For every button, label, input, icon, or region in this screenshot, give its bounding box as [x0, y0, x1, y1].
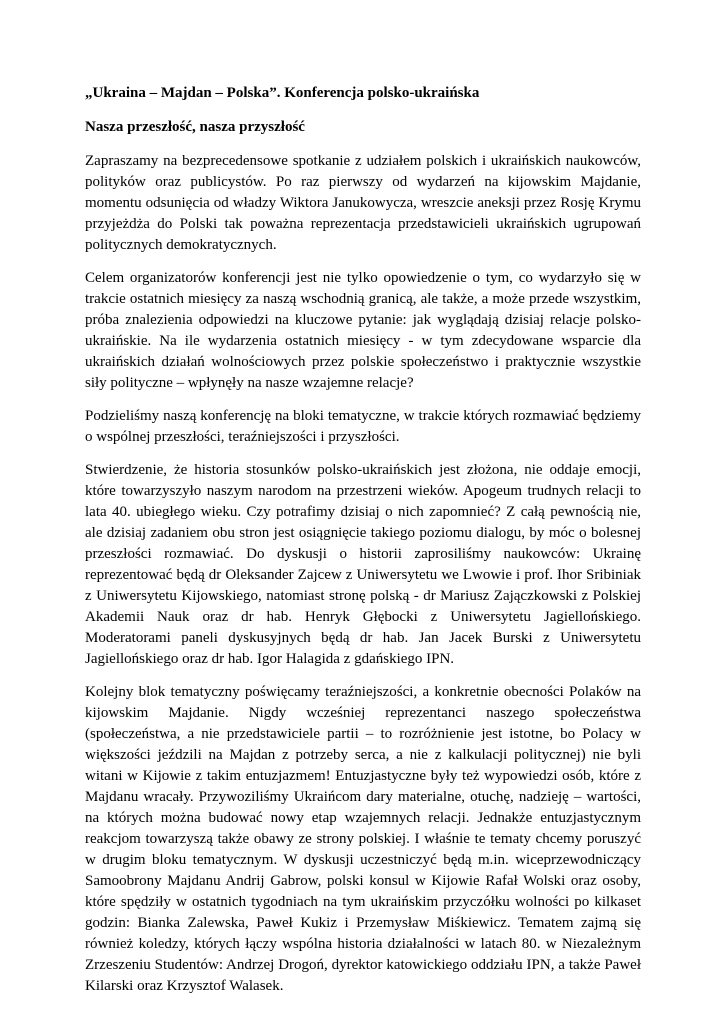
- paragraph-intro: Zapraszamy na bezprecedensowe spotkanie z udziałem polskich i ukraińskich naukowców, polityków oraz publicystów. Po raz pierwszy od wydarzeń na kijowskim Majdanie, momentu odsunięcia od władzy Wiktora Janukowycza, wreszcie aneksji przez Rosję Krymu przyjeżdża do Polski tak poważna reprezentacja przedstawicieli ukraińskich ugrupowań politycznych demokratycznych.: [85, 153, 641, 253]
- paragraph-goals: Celem organizatorów konferencji jest nie tylko opowiedzenie o tym, co wydarzyło się w trakcie ostatnich miesięcy za naszą wschodnią granicą, ale także, a może przede wszystkim, próba znalezienia odpowiedzi na kluczowe pytanie: jak wyglądają dzisiaj relacje polsko-ukraińskie. Na ile wydarzenia ostatnich miesięcy - w tym zdecydowane wsparcie dla ukraińskich działań wolnościowych przez polskie społeczeństwo i praktycznie wszystkie siły polityczne – wpłynęły na nasze wzajemne relacje?: [85, 270, 641, 391]
- document-title: „Ukraina – Majdan – Polska”. Konferencja polsko-ukraińska: [85, 85, 480, 101]
- paragraph-present: Kolejny blok tematyczny poświęcamy teraźniejszości, a konkretnie obecności Polaków na kijowskim Majdanie. Nigdy wcześniej reprezentanci naszego społeczeństwa (społeczeństwa, a nie przedstawiciele partii – to rozróżnienie jest istotne, bo Polacy w większości jeździli na Majdan z potrzeby serca, a nie z kalkulacji politycznej) nie byli witani w Kijowie z takim entuzjazmem! Entuzjastyczne były też wypowiedzi osób, które z Majdanu wracały. Przywoziliśmy Ukraińcom dary materialne, otuchę, nadzieję – wartości, na których można budować nowy etap wzajemnych relacji. Jednakże entuzjastycznym reakcjom towarzyszą także obawy ze strony polskiej. I właśnie te tematy chcemy poruszyć w drugim bloku tematycznym. W dyskusji uczestniczyć będą m.in. wiceprzewodniczący Samoobrony Majdanu Andrij Gabrow, polski konsul w Kijowie Rafał Wolski oraz osoby, które spędziły w ostatnich tygodniach na tym ukraińskim przyczółku wolności po kilkaset godzin: Bianka Zalewska, Paweł Kukiz i Przemysław Miśkiewicz. Tematem zajmą się również koledzy, których łączy wspólna historia działalności w latach 80. w Niezależnym Zrzeszeniu Studentów: Andrzej Drogoń, dyrektor katowickiego oddziału IPN, a także Paweł Kilarski oraz Krzysztof Walasek.: [85, 684, 641, 994]
- document-subtitle: Nasza przeszłość, nasza przyszłość: [85, 119, 305, 135]
- paragraph-blocks: Podzieliśmy naszą konferencję na bloki tematyczne, w trakcie których rozmawiać będziemy o wspólnej przeszłości, teraźniejszości i przyszłości.: [85, 408, 641, 445]
- paragraph-history: Stwierdzenie, że historia stosunków polsko-ukraińskich jest złożona, nie oddaje emocji, które towarzyszyło naszym narodom na przestrzeni wieków. Apogeum trudnych relacji to lata 40. ubiegłego wieku. Czy potrafimy dzisiaj o nich zapomnieć? Z całą pewnością nie, ale dzisiaj zadaniem obu stron jest osiągnięcie takiego poziomu dialogu, by móc o bolesnej przeszłości rozmawiać. Do dyskusji o historii zaprosiliśmy naukowców: Ukrainę reprezentować będą dr Oleksander Zajcew z Uniwersytetu we Lwowie i prof. Ihor Sribiniak z Uniwersytetu Kijowskiego, natomiast stronę polską - dr Mariusz Zajączkowski z Polskiej Akademii Nauk oraz dr hab. Henryk Głębocki z Uniwersytetu Jagiellońskiego. Moderatorami paneli dyskusyjnych będą dr hab. Jan Jacek Burski z Uniwersytetu Jagiellońskiego oraz dr hab. Igor Halagida z gdańskiego IPN.: [85, 462, 641, 667]
- document-page: [85, 83, 641, 1009]
